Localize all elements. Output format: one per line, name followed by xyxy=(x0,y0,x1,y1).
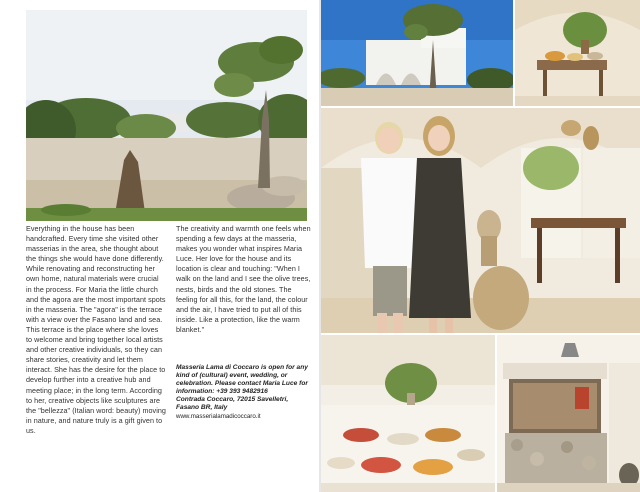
olive-tree-courtyard-photo xyxy=(26,10,307,221)
right-body-column xyxy=(176,224,312,335)
contact-info-block xyxy=(176,364,312,421)
buffet-table-photo xyxy=(515,0,640,106)
stone-fireplace-room-photo xyxy=(497,335,640,492)
right-column-text: The creativity and warmth one feels when spending a few days at the masseria, makes you wonder what inspires Maria Luce. Her love for the house and its location is clear and touching: "When I walk on the land and I see the olive trees, nests, birds and the old stones. The feeling for all this, for the land, the colour and the air, I have tried to put all of this inside. Like a protection, like the warm blanket." xyxy=(176,224,311,334)
set-dining-table-photo xyxy=(321,335,495,492)
two-women-portrait-photo xyxy=(321,108,640,333)
left-body-column xyxy=(26,224,166,436)
contact-info-line1: Masseria Lama di Coccaro is open for any kind of (cultural) event, wedding, or celebration. Please contact Maria Luce for information: +39 393 9482916 xyxy=(176,364,308,396)
white-masseria-villa-photo xyxy=(321,0,513,106)
contact-website: www.masserialamadicoccaro.it xyxy=(176,412,261,420)
contact-info-address: Contrada Coccaro, 72015 Savelletri, Fasano BR, Italy xyxy=(176,396,289,412)
left-column-text: Everything in the house has been handcrafted. Every time she visited other masserias in the area, she thought about the things she would have done differently. While renovating and reconstructing her own home, natural materials were crucial in the process. For Maria the little church and the agora are the most important spots in the masseria. The "agora" is the terrace with a view over the Fasano land and sea. This terrace is the place where she loves to welcome and bring together local artists and other creative individuals, so they can share stories, creativity and let them interact. She has the desire for the place to develop further into a creative hub and meeting place; in the long term. According to her, creative objects like sculptures are the "bellezza" (Italian word: beauty) moving in nature, and nature truly is a gift given to us. xyxy=(26,224,166,435)
